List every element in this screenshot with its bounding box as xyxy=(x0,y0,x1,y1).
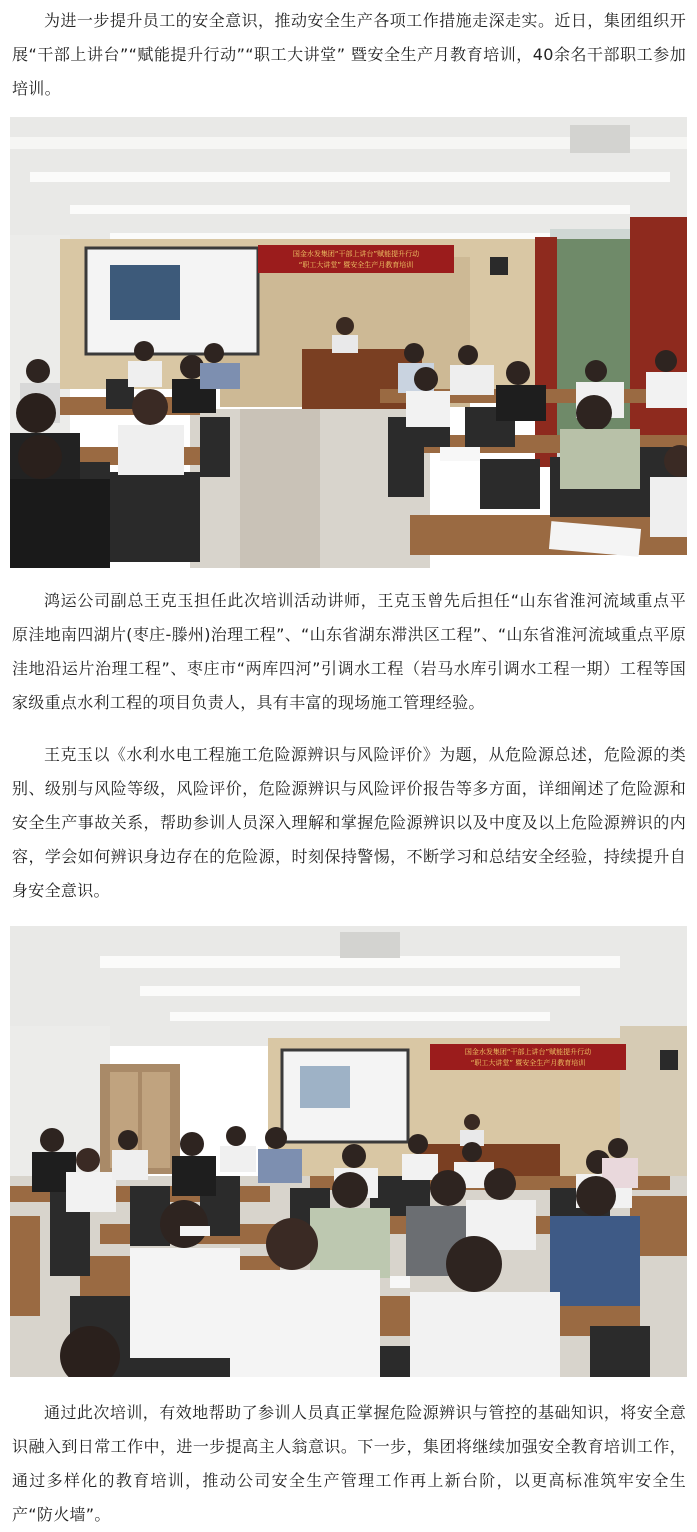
banner-line-2: “职工大讲堂” 暨安全生产月教育培训 xyxy=(470,1059,586,1067)
paragraph-lecturer: 鸿运公司副总王克玉担任此次培训活动讲师，王克玉曾先后担任“山东省淮河流域重点平原洼地南四湖片(枣庄-滕州)治理工程”、“山东省湖东滞洪区工程”、“山东省淮河流域重点平原洼地沿运片治理工程”、枣庄市“两库四河”引调水工程（岩马水库引调水工程一期）工程等国家级重点水利工程的项目负责人，具有丰富的现场施工管理经验。 xyxy=(12,591,686,712)
paragraph-topic: 王克玉以《水利水电工程施工危险源辨识与风险评价》为题，从危险源总述，危险源的类别、级别与风险等级，风险评价，危险源辨识与风险评价报告等多方面，详细阐述了危险源和安全生产事故关系，帮助参训人员深入理解和掌握危险源辨识以及中度及以上危险源辨识的内容，学会如何辨识身边存在的危险源，时刻保持警惕，不断学习和总结安全经验，持续提升自身安全意识。 xyxy=(12,745,686,900)
training-photo-1 xyxy=(10,117,687,568)
paragraph-conclusion: 通过此次培训，有效地帮助了参训人员真正掌握危险源辨识与管控的基础知识，将安全意识融入到日常工作中，进一步提高主人翁意识。下一步，集团将继续加强安全教育培训工作，通过多样化的教育培训，推动公司安全生产管理工作再上新台阶，以更高标准筑牢安全生产“防火墙”。 xyxy=(12,1403,686,1524)
training-photo-2 xyxy=(10,926,687,1377)
paragraph-intro: 为进一步提升员工的安全意识，推动安全生产各项工作措施走深走实。近日，集团组织开展“干部上讲台”“赋能提升行动”“职工大讲堂” 暨安全生产月教育培训，40余名干部职工参加培训。 xyxy=(12,11,686,98)
banner-line-2: “职工大讲堂” 暨安全生产月教育培训 xyxy=(298,261,414,269)
banner-line-1: 国金水发集团“干部上讲台”赋能提升行动 xyxy=(292,250,420,258)
banner-line-1: 国金水发集团“干部上讲台”赋能提升行动 xyxy=(464,1048,592,1056)
